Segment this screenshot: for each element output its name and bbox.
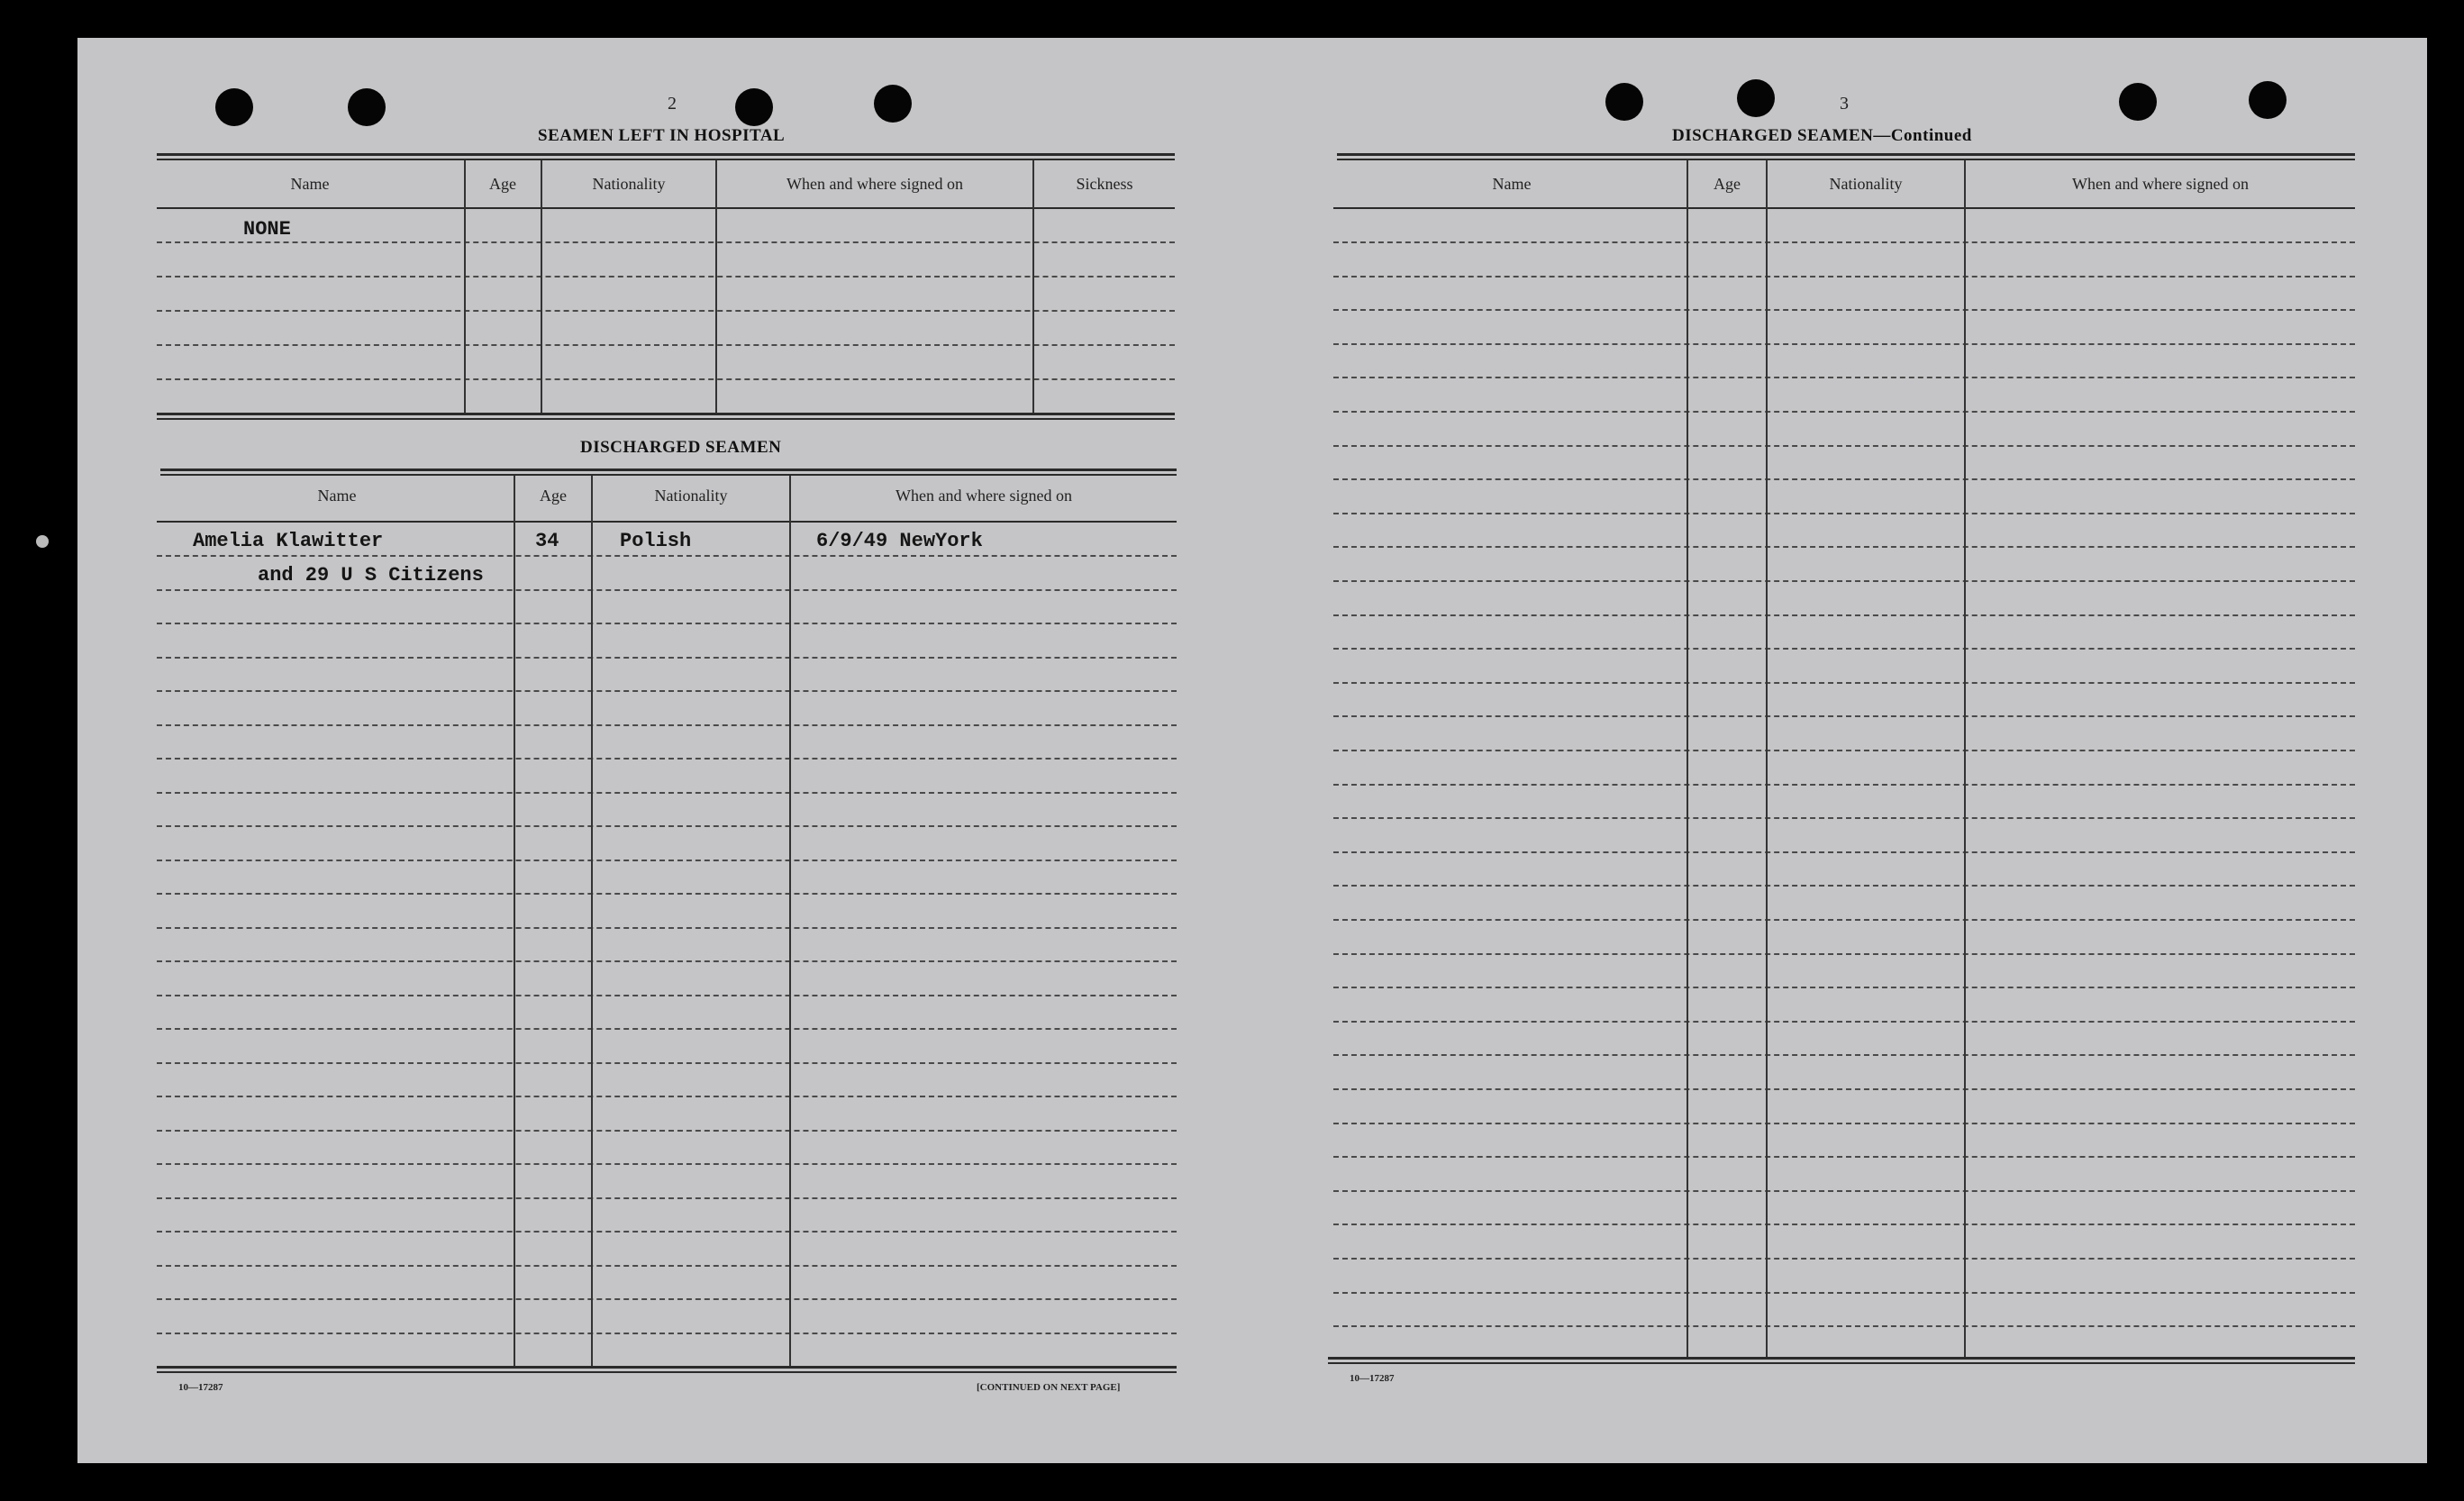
column-divider bbox=[591, 476, 593, 1366]
hospital-header-nationality: Nationality bbox=[592, 175, 666, 193]
left-page-number: 2 bbox=[668, 94, 677, 114]
row-line bbox=[1333, 919, 2355, 921]
punch-hole bbox=[874, 85, 912, 123]
continued-note: [CONTINUED ON NEXT PAGE] bbox=[977, 1382, 1121, 1393]
column-divider bbox=[1032, 160, 1034, 413]
row-line bbox=[1333, 1325, 2355, 1327]
row-line bbox=[157, 1333, 1177, 1334]
rule bbox=[157, 521, 1177, 523]
seaman-age-1: 34 bbox=[535, 530, 559, 552]
row-line bbox=[157, 657, 1177, 659]
discharged-section-title: DISCHARGED SEAMEN bbox=[580, 438, 782, 457]
row-line bbox=[1333, 478, 2355, 480]
column-divider bbox=[789, 476, 791, 1366]
row-line bbox=[1333, 513, 2355, 514]
row-line bbox=[157, 555, 1177, 557]
row-line bbox=[1333, 817, 2355, 819]
row-line bbox=[157, 1096, 1177, 1097]
discharged-header-nationality: Nationality bbox=[654, 487, 728, 505]
row-line bbox=[1333, 580, 2355, 582]
column-divider bbox=[1964, 160, 1966, 1357]
rule bbox=[1328, 1357, 2355, 1360]
row-line bbox=[157, 241, 1175, 243]
row-line bbox=[1333, 784, 2355, 786]
column-divider bbox=[514, 476, 515, 1366]
column-divider bbox=[541, 160, 542, 413]
row-line bbox=[157, 1163, 1177, 1165]
row-line bbox=[1333, 750, 2355, 751]
row-line bbox=[1333, 851, 2355, 853]
row-line bbox=[1333, 343, 2355, 345]
rule bbox=[1328, 1362, 2355, 1364]
rule bbox=[157, 418, 1175, 420]
row-line bbox=[1333, 682, 2355, 684]
row-line bbox=[157, 1298, 1177, 1300]
discharged-header-age: Age bbox=[540, 487, 567, 505]
rule bbox=[1333, 207, 2355, 209]
row-line bbox=[1333, 309, 2355, 311]
hospital-header-signed-on: When and where signed on bbox=[786, 175, 963, 193]
seaman-nationality-1: Polish bbox=[620, 530, 692, 552]
row-line bbox=[157, 758, 1177, 760]
row-line bbox=[157, 1028, 1177, 1030]
row-line bbox=[1333, 546, 2355, 548]
row-line bbox=[1333, 1054, 2355, 1056]
row-line bbox=[157, 927, 1177, 929]
row-line bbox=[1333, 1258, 2355, 1260]
rule bbox=[157, 153, 1175, 156]
hospital-section-title: SEAMEN LEFT IN HOSPITAL bbox=[538, 126, 786, 145]
hospital-header-age: Age bbox=[489, 175, 516, 193]
row-line bbox=[157, 1197, 1177, 1199]
seaman-name-2: and 29 U S Citizens bbox=[258, 564, 484, 587]
rule bbox=[160, 468, 1177, 471]
row-line bbox=[157, 1062, 1177, 1064]
row-line bbox=[1333, 953, 2355, 955]
rule bbox=[157, 413, 1175, 415]
column-divider bbox=[1766, 160, 1768, 1357]
rule bbox=[157, 207, 1175, 209]
row-line bbox=[1333, 445, 2355, 447]
row-line bbox=[1333, 1292, 2355, 1294]
row-line bbox=[1333, 648, 2355, 650]
row-line bbox=[1333, 1123, 2355, 1124]
right-form-number: 10—17287 bbox=[1350, 1373, 1395, 1384]
punch-hole bbox=[348, 88, 386, 126]
discharged-header-name: Name bbox=[317, 487, 357, 505]
rule bbox=[157, 1371, 1177, 1373]
row-line bbox=[157, 1130, 1177, 1132]
row-line bbox=[157, 995, 1177, 996]
rule bbox=[157, 1366, 1177, 1369]
punch-hole bbox=[1605, 83, 1643, 121]
row-line bbox=[157, 792, 1177, 794]
row-line bbox=[1333, 1156, 2355, 1158]
document-sheet bbox=[77, 38, 2427, 1463]
row-line bbox=[157, 378, 1175, 380]
row-line bbox=[157, 1265, 1177, 1267]
row-line bbox=[157, 960, 1177, 962]
row-line bbox=[1333, 377, 2355, 378]
row-line bbox=[1333, 1021, 2355, 1023]
hospital-header-name: Name bbox=[290, 175, 330, 193]
continued-header-age: Age bbox=[1714, 175, 1741, 193]
row-line bbox=[1333, 276, 2355, 277]
column-divider bbox=[464, 160, 466, 413]
row-line bbox=[157, 589, 1177, 591]
rule bbox=[157, 159, 1175, 160]
row-line bbox=[1333, 987, 2355, 988]
row-line bbox=[157, 893, 1177, 895]
rule bbox=[160, 474, 1177, 476]
row-line bbox=[1333, 715, 2355, 717]
punch-hole bbox=[2119, 83, 2157, 121]
rule bbox=[1337, 159, 2355, 160]
seaman-signed-on-1: 6/9/49 NewYork bbox=[816, 530, 983, 552]
row-line bbox=[1333, 614, 2355, 616]
row-line bbox=[157, 825, 1177, 827]
punch-hole bbox=[215, 88, 253, 126]
continued-header-nationality: Nationality bbox=[1829, 175, 1903, 193]
row-line bbox=[157, 724, 1177, 726]
row-line bbox=[157, 1231, 1177, 1233]
row-line bbox=[157, 276, 1175, 277]
punch-hole bbox=[735, 88, 773, 126]
row-line bbox=[1333, 1088, 2355, 1090]
column-divider bbox=[715, 160, 717, 413]
right-page-number: 3 bbox=[1840, 94, 1849, 114]
left-form-number: 10—17287 bbox=[178, 1382, 223, 1393]
row-line bbox=[1333, 411, 2355, 413]
continued-header-signed-on: When and where signed on bbox=[2072, 175, 2249, 193]
seaman-name-1: Amelia Klawitter bbox=[193, 530, 384, 552]
column-divider bbox=[1687, 160, 1688, 1357]
punch-hole bbox=[1737, 79, 1775, 117]
row-line bbox=[1333, 885, 2355, 887]
row-line bbox=[157, 860, 1177, 861]
row-line bbox=[1333, 1224, 2355, 1225]
row-line bbox=[157, 310, 1175, 312]
hospital-entry: NONE bbox=[243, 218, 291, 241]
row-line bbox=[157, 690, 1177, 692]
punch-hole bbox=[2249, 81, 2287, 119]
hospital-header-sickness: Sickness bbox=[1076, 175, 1133, 193]
discharged-continued-title: DISCHARGED SEAMEN—Continued bbox=[1672, 126, 1972, 145]
continued-header-name: Name bbox=[1492, 175, 1532, 193]
row-line bbox=[1333, 1190, 2355, 1192]
discharged-header-signed-on: When and where signed on bbox=[896, 487, 1072, 505]
row-line bbox=[157, 623, 1177, 624]
rule bbox=[1337, 153, 2355, 156]
row-line bbox=[1333, 241, 2355, 243]
row-line bbox=[157, 344, 1175, 346]
scan-artifact-dot bbox=[36, 535, 49, 548]
